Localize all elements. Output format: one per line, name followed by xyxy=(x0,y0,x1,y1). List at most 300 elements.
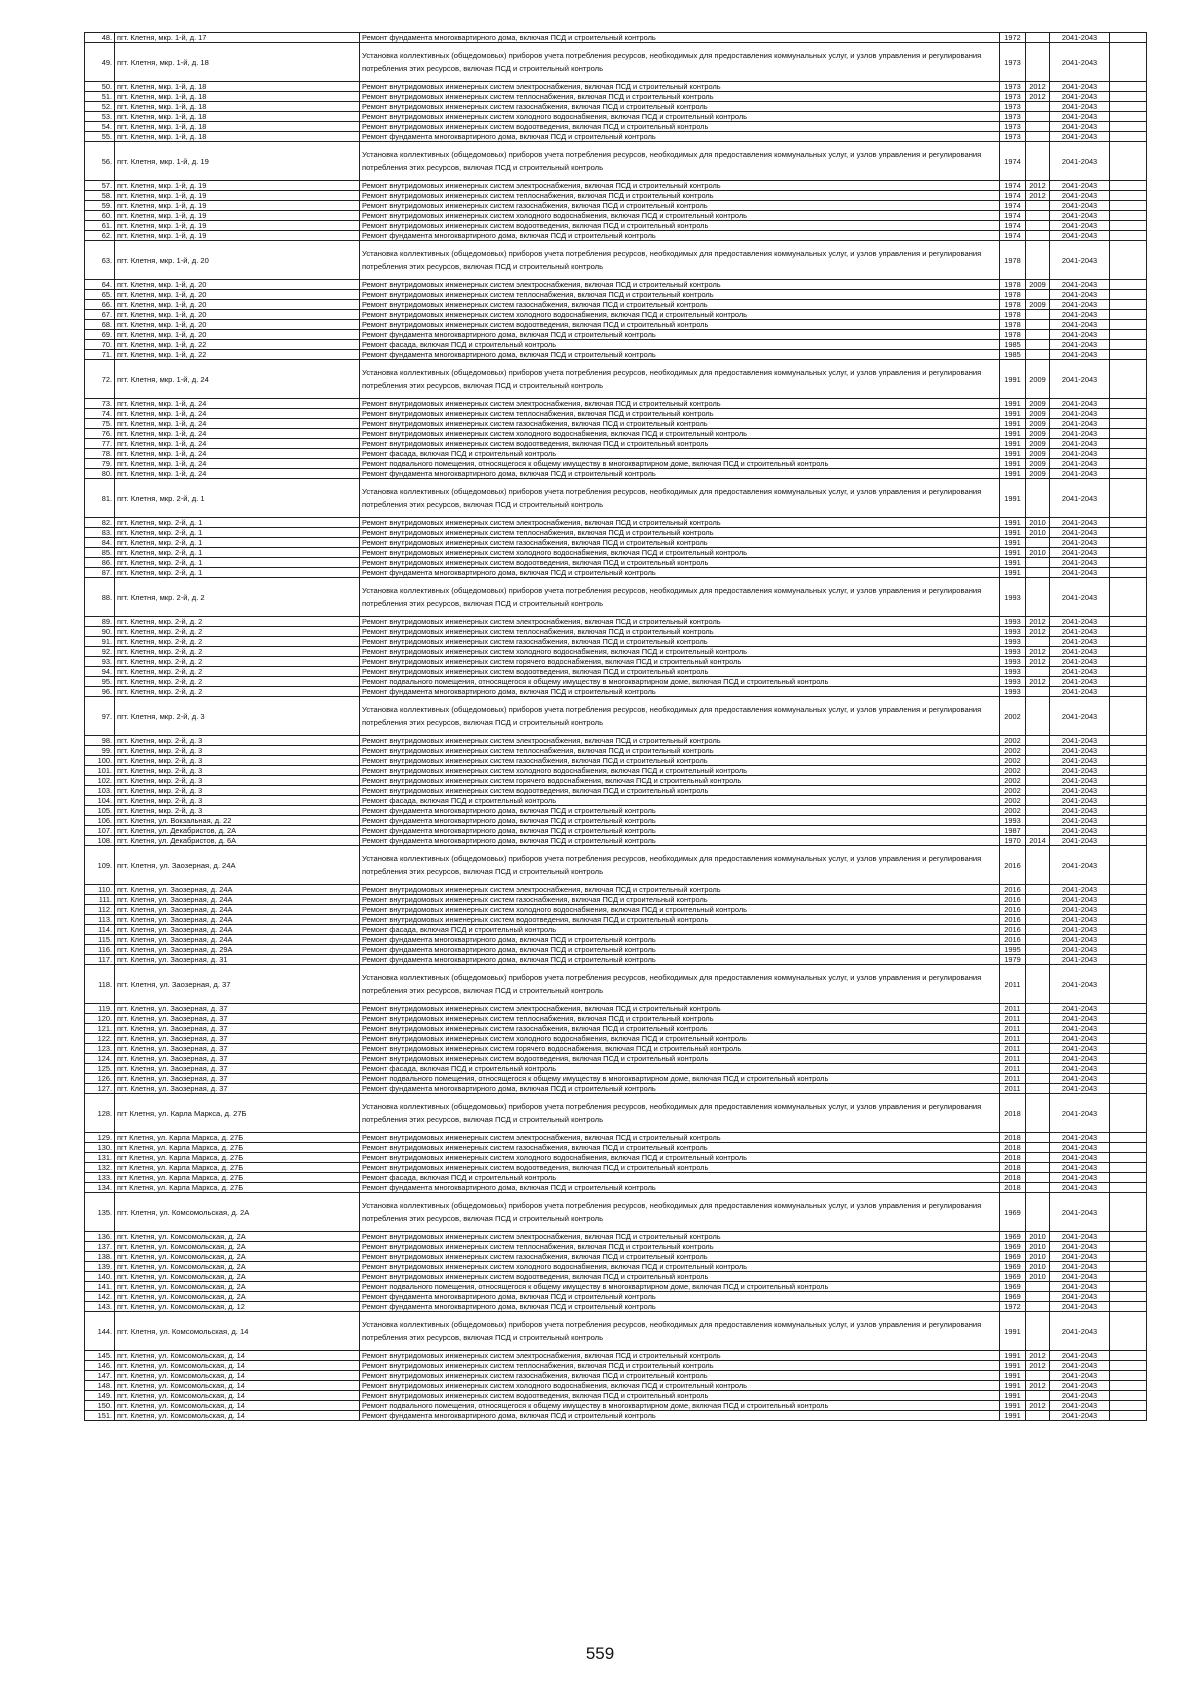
row-number: 92. xyxy=(85,647,115,657)
last-repair-year-cell xyxy=(1026,479,1050,518)
extra-cell xyxy=(1110,627,1147,637)
last-repair-year-cell xyxy=(1026,290,1050,300)
row-number: 86. xyxy=(85,558,115,568)
extra-cell xyxy=(1110,1094,1147,1133)
last-repair-year-cell xyxy=(1026,945,1050,955)
address-cell: пгт Клетня, ул. Карла Маркса, д. 27Б xyxy=(115,1143,360,1153)
work-type-cell: Ремонт внутридомовых инженерных систем газоснабжения, включая ПСД и строительный контроль xyxy=(360,102,1000,112)
row-number: 50. xyxy=(85,82,115,92)
extra-cell xyxy=(1110,1004,1147,1014)
extra-cell xyxy=(1110,538,1147,548)
year-built-cell: 1993 xyxy=(1000,578,1026,617)
row-number: 77. xyxy=(85,439,115,449)
row-number: 82. xyxy=(85,518,115,528)
extra-cell xyxy=(1110,469,1147,479)
extra-cell xyxy=(1110,310,1147,320)
row-number: 87. xyxy=(85,568,115,578)
last-repair-year-cell: 2014 xyxy=(1026,836,1050,846)
period-cell: 2041-2043 xyxy=(1050,1292,1110,1302)
period-cell: 2041-2043 xyxy=(1050,836,1110,846)
address-cell: пгт. Клетня, мкр. 1-й, д. 20 xyxy=(115,320,360,330)
extra-cell xyxy=(1110,1024,1147,1034)
table-row xyxy=(85,122,1147,132)
year-built-cell: 1995 xyxy=(1000,945,1026,955)
year-built-cell: 1991 xyxy=(1000,518,1026,528)
year-built-cell: 2011 xyxy=(1000,1034,1026,1044)
period-cell: 2041-2043 xyxy=(1050,776,1110,786)
period-cell: 2041-2043 xyxy=(1050,945,1110,955)
row-number: 90. xyxy=(85,627,115,637)
extra-cell xyxy=(1110,965,1147,1004)
table-row xyxy=(85,1044,1147,1054)
extra-cell xyxy=(1110,43,1147,82)
period-cell: 2041-2043 xyxy=(1050,905,1110,915)
year-built-cell: 1993 xyxy=(1000,816,1026,826)
year-built-cell: 2002 xyxy=(1000,766,1026,776)
year-built-cell: 1991 xyxy=(1000,568,1026,578)
address-cell: пгт. Клетня, ул. Комсомольская, д. 2А xyxy=(115,1292,360,1302)
row-number: 140. xyxy=(85,1272,115,1282)
work-type-cell: Ремонт фундамента многоквартирного дома, включая ПСД и строительный контроль xyxy=(360,568,1000,578)
year-built-cell: 1991 xyxy=(1000,538,1026,548)
address-cell: пгт. Клетня, ул. Заозерная, д. 37 xyxy=(115,1084,360,1094)
work-type-cell: Ремонт внутридомовых инженерных систем водоотведения, включая ПСД и строительный контроль xyxy=(360,558,1000,568)
address-cell: пгт. Клетня, ул. Комсомольская, д. 14 xyxy=(115,1371,360,1381)
period-cell: 2041-2043 xyxy=(1050,1054,1110,1064)
last-repair-year-cell: 2009 xyxy=(1026,419,1050,429)
table-row xyxy=(85,310,1147,320)
work-type-cell: Установка коллективных (общедомовых) приборов учета потребления ресурсов, необходимых для предоставления коммунальных услуг, и узлов управления и регулирования потребления этих ресурсов, включая ПСД и строительный контроль xyxy=(360,1193,1000,1232)
work-type-cell: Ремонт внутридомовых инженерных систем электроснабжения, включая ПСД и строительный контроль xyxy=(360,617,1000,627)
work-type-cell: Ремонт внутридомовых инженерных систем горячего водоснабжения, включая ПСД и строительный контроль xyxy=(360,1044,1000,1054)
extra-cell xyxy=(1110,181,1147,191)
row-number: 49. xyxy=(85,43,115,82)
last-repair-year-cell xyxy=(1026,241,1050,280)
table-row xyxy=(85,885,1147,895)
year-built-cell: 1991 xyxy=(1000,1381,1026,1391)
year-built-cell: 2002 xyxy=(1000,697,1026,736)
row-number: 89. xyxy=(85,617,115,627)
last-repair-year-cell: 2010 xyxy=(1026,1242,1050,1252)
extra-cell xyxy=(1110,915,1147,925)
work-type-cell: Ремонт внутридомовых инженерных систем теплоснабжения, включая ПСД и строительный контроль xyxy=(360,746,1000,756)
period-cell: 2041-2043 xyxy=(1050,1074,1110,1084)
row-number: 112. xyxy=(85,905,115,915)
work-type-cell: Ремонт внутридомовых инженерных систем водоотведения, включая ПСД и строительный контроль xyxy=(360,667,1000,677)
period-cell: 2041-2043 xyxy=(1050,1252,1110,1262)
year-built-cell: 2018 xyxy=(1000,1183,1026,1193)
address-cell: пгт. Клетня, ул. Заозерная, д. 37 xyxy=(115,1024,360,1034)
work-type-cell: Ремонт внутридомовых инженерных систем водоотведения, включая ПСД и строительный контроль xyxy=(360,221,1000,231)
table-row xyxy=(85,320,1147,330)
work-type-cell: Ремонт внутридомовых инженерных систем газоснабжения, включая ПСД и строительный контроль xyxy=(360,1024,1000,1034)
year-built-cell: 2002 xyxy=(1000,736,1026,746)
last-repair-year-cell xyxy=(1026,756,1050,766)
row-number: 127. xyxy=(85,1084,115,1094)
table-row xyxy=(85,469,1147,479)
table-row xyxy=(85,677,1147,687)
extra-cell xyxy=(1110,945,1147,955)
last-repair-year-cell xyxy=(1026,1133,1050,1143)
work-type-cell: Ремонт фасада, включая ПСД и строительный контроль xyxy=(360,925,1000,935)
address-cell: пгт. Клетня, мкр. 2-й, д. 2 xyxy=(115,627,360,637)
table-row xyxy=(85,1252,1147,1262)
work-type-cell: Ремонт внутридомовых инженерных систем теплоснабжения, включая ПСД и строительный контроль xyxy=(360,528,1000,538)
work-type-cell: Установка коллективных (общедомовых) приборов учета потребления ресурсов, необходимых для предоставления коммунальных услуг, и узлов управления и регулирования потребления этих ресурсов, включая ПСД и строительный контроль xyxy=(360,241,1000,280)
work-type-cell: Ремонт фундамента многоквартирного дома, включая ПСД и строительный контроль xyxy=(360,330,1000,340)
last-repair-year-cell: 2010 xyxy=(1026,1252,1050,1262)
last-repair-year-cell xyxy=(1026,1044,1050,1054)
last-repair-year-cell xyxy=(1026,667,1050,677)
address-cell: пгт. Клетня, ул. Комсомольская, д. 2А xyxy=(115,1262,360,1272)
period-cell: 2041-2043 xyxy=(1050,766,1110,776)
last-repair-year-cell xyxy=(1026,1302,1050,1312)
year-built-cell: 1978 xyxy=(1000,330,1026,340)
table-row xyxy=(85,697,1147,736)
table-row xyxy=(85,1242,1147,1252)
table-row xyxy=(85,806,1147,816)
work-type-cell: Ремонт фундамента многоквартирного дома, включая ПСД и строительный контроль xyxy=(360,33,1000,43)
last-repair-year-cell xyxy=(1026,132,1050,142)
address-cell: пгт. Клетня, ул. Заозерная, д. 24А xyxy=(115,925,360,935)
work-type-cell: Ремонт фундамента многоквартирного дома, включая ПСД и строительный контроль xyxy=(360,132,1000,142)
extra-cell xyxy=(1110,1054,1147,1064)
table-row xyxy=(85,92,1147,102)
work-type-cell: Ремонт внутридомовых инженерных систем теплоснабжения, включая ПСД и строительный контроль xyxy=(360,1361,1000,1371)
last-repair-year-cell: 2009 xyxy=(1026,300,1050,310)
table-row xyxy=(85,429,1147,439)
year-built-cell: 1991 xyxy=(1000,1401,1026,1411)
last-repair-year-cell: 2010 xyxy=(1026,518,1050,528)
table-row xyxy=(85,1193,1147,1232)
row-number: 151. xyxy=(85,1411,115,1421)
extra-cell xyxy=(1110,122,1147,132)
period-cell: 2041-2043 xyxy=(1050,1302,1110,1312)
work-type-cell: Ремонт внутридомовых инженерных систем теплоснабжения, включая ПСД и строительный контроль xyxy=(360,409,1000,419)
extra-cell xyxy=(1110,280,1147,290)
period-cell: 2041-2043 xyxy=(1050,558,1110,568)
year-built-cell: 2018 xyxy=(1000,1094,1026,1133)
address-cell: пгт. Клетня, мкр. 2-й, д. 3 xyxy=(115,736,360,746)
last-repair-year-cell xyxy=(1026,816,1050,826)
row-number: 67. xyxy=(85,310,115,320)
year-built-cell: 1974 xyxy=(1000,142,1026,181)
row-number: 91. xyxy=(85,637,115,647)
work-type-cell: Ремонт внутридомовых инженерных систем холодного водоснабжения, включая ПСД и строительный контроль xyxy=(360,1034,1000,1044)
row-number: 138. xyxy=(85,1252,115,1262)
table-row xyxy=(85,1014,1147,1024)
extra-cell xyxy=(1110,142,1147,181)
extra-cell xyxy=(1110,736,1147,746)
year-built-cell: 1974 xyxy=(1000,221,1026,231)
year-built-cell: 1978 xyxy=(1000,300,1026,310)
work-type-cell: Ремонт внутридомовых инженерных систем электроснабжения, включая ПСД и строительный контроль xyxy=(360,885,1000,895)
table-row xyxy=(85,419,1147,429)
address-cell: пгт. Клетня, ул. Заозерная, д. 24А xyxy=(115,915,360,925)
extra-cell xyxy=(1110,449,1147,459)
table-row xyxy=(85,1183,1147,1193)
row-number: 143. xyxy=(85,1302,115,1312)
row-number: 81. xyxy=(85,479,115,518)
row-number: 104. xyxy=(85,796,115,806)
work-type-cell: Ремонт подвального помещения, относящегося к общему имуществу в многоквартирном доме, включая ПСД и строительный контроль xyxy=(360,459,1000,469)
table-row xyxy=(85,201,1147,211)
table-row xyxy=(85,548,1147,558)
address-cell: пгт Клетня, ул. Карла Маркса, д. 27Б xyxy=(115,1153,360,1163)
address-cell: пгт. Клетня, ул. Заозерная, д. 24А xyxy=(115,846,360,885)
year-built-cell: 2011 xyxy=(1000,1054,1026,1064)
extra-cell xyxy=(1110,766,1147,776)
year-built-cell: 1974 xyxy=(1000,191,1026,201)
work-type-cell: Ремонт внутридомовых инженерных систем водоотведения, включая ПСД и строительный контроль xyxy=(360,1272,1000,1282)
table-row xyxy=(85,1411,1147,1421)
year-built-cell: 2002 xyxy=(1000,776,1026,786)
year-built-cell: 1991 xyxy=(1000,1411,1026,1421)
period-cell: 2041-2043 xyxy=(1050,1014,1110,1024)
year-built-cell: 1991 xyxy=(1000,1312,1026,1351)
row-number: 99. xyxy=(85,746,115,756)
period-cell: 2041-2043 xyxy=(1050,479,1110,518)
last-repair-year-cell xyxy=(1026,905,1050,915)
year-built-cell: 2011 xyxy=(1000,1084,1026,1094)
table-row xyxy=(85,925,1147,935)
row-number: 145. xyxy=(85,1351,115,1361)
extra-cell xyxy=(1110,846,1147,885)
row-number: 65. xyxy=(85,290,115,300)
period-cell: 2041-2043 xyxy=(1050,627,1110,637)
extra-cell xyxy=(1110,518,1147,528)
last-repair-year-cell xyxy=(1026,1094,1050,1133)
extra-cell xyxy=(1110,1272,1147,1282)
row-number: 78. xyxy=(85,449,115,459)
last-repair-year-cell xyxy=(1026,1034,1050,1044)
extra-cell xyxy=(1110,33,1147,43)
table-row xyxy=(85,300,1147,310)
year-built-cell: 1991 xyxy=(1000,1391,1026,1401)
address-cell: пгт. Клетня, мкр. 1-й, д. 18 xyxy=(115,92,360,102)
address-cell: пгт. Клетня, ул. Комсомольская, д. 12 xyxy=(115,1302,360,1312)
address-cell: пгт. Клетня, мкр. 1-й, д. 18 xyxy=(115,102,360,112)
address-cell: пгт. Клетня, ул. Комсомольская, д. 2А xyxy=(115,1242,360,1252)
row-number: 124. xyxy=(85,1054,115,1064)
extra-cell xyxy=(1110,647,1147,657)
row-number: 57. xyxy=(85,181,115,191)
table-row xyxy=(85,637,1147,647)
work-type-cell: Установка коллективных (общедомовых) приборов учета потребления ресурсов, необходимых для предоставления коммунальных услуг, и узлов управления и регулирования потребления этих ресурсов, включая ПСД и строительный контроль xyxy=(360,142,1000,181)
table-row xyxy=(85,528,1147,538)
table-row xyxy=(85,826,1147,836)
address-cell: пгт. Клетня, мкр. 1-й, д. 20 xyxy=(115,330,360,340)
last-repair-year-cell: 2010 xyxy=(1026,528,1050,538)
row-number: 75. xyxy=(85,419,115,429)
address-cell: пгт. Клетня, мкр. 2-й, д. 2 xyxy=(115,657,360,667)
last-repair-year-cell xyxy=(1026,1054,1050,1064)
address-cell: пгт. Клетня, мкр. 2-й, д. 3 xyxy=(115,756,360,766)
row-number: 125. xyxy=(85,1064,115,1074)
last-repair-year-cell xyxy=(1026,637,1050,647)
work-type-cell: Ремонт внутридомовых инженерных систем электроснабжения, включая ПСД и строительный контроль xyxy=(360,736,1000,746)
year-built-cell: 1991 xyxy=(1000,548,1026,558)
work-type-cell: Ремонт фасада, включая ПСД и строительный контроль xyxy=(360,340,1000,350)
row-number: 131. xyxy=(85,1153,115,1163)
work-type-cell: Установка коллективных (общедомовых) приборов учета потребления ресурсов, необходимых для предоставления коммунальных услуг, и узлов управления и регулирования потребления этих ресурсов, включая ПСД и строительный контроль xyxy=(360,965,1000,1004)
year-built-cell: 1973 xyxy=(1000,92,1026,102)
last-repair-year-cell: 2009 xyxy=(1026,429,1050,439)
work-type-cell: Ремонт внутридомовых инженерных систем холодного водоснабжения, включая ПСД и строительный контроль xyxy=(360,1153,1000,1163)
row-number: 53. xyxy=(85,112,115,122)
address-cell: пгт. Клетня, ул. Комсомольская, д. 14 xyxy=(115,1381,360,1391)
table-row xyxy=(85,449,1147,459)
period-cell: 2041-2043 xyxy=(1050,469,1110,479)
period-cell: 2041-2043 xyxy=(1050,419,1110,429)
table-row xyxy=(85,1173,1147,1183)
work-type-cell: Ремонт внутридомовых инженерных систем водоотведения, включая ПСД и строительный контроль xyxy=(360,122,1000,132)
work-type-cell: Ремонт внутридомовых инженерных систем холодного водоснабжения, включая ПСД и строительный контроль xyxy=(360,548,1000,558)
year-built-cell: 1993 xyxy=(1000,687,1026,697)
table-row xyxy=(85,568,1147,578)
work-type-cell: Ремонт фасада, включая ПСД и строительный контроль xyxy=(360,796,1000,806)
extra-cell xyxy=(1110,102,1147,112)
period-cell: 2041-2043 xyxy=(1050,459,1110,469)
address-cell: пгт. Клетня, ул. Комсомольская, д. 2А xyxy=(115,1193,360,1232)
last-repair-year-cell xyxy=(1026,1193,1050,1232)
row-number: 144. xyxy=(85,1312,115,1351)
address-cell: пгт. Клетня, мкр. 2-й, д. 2 xyxy=(115,677,360,687)
extra-cell xyxy=(1110,1252,1147,1262)
address-cell: пгт. Клетня, ул. Заозерная, д. 37 xyxy=(115,965,360,1004)
row-number: 102. xyxy=(85,776,115,786)
last-repair-year-cell xyxy=(1026,1143,1050,1153)
address-cell: пгт. Клетня, мкр. 1-й, д. 20 xyxy=(115,280,360,290)
period-cell: 2041-2043 xyxy=(1050,895,1110,905)
address-cell: пгт. Клетня, мкр. 1-й, д. 19 xyxy=(115,221,360,231)
period-cell: 2041-2043 xyxy=(1050,1312,1110,1351)
work-type-cell: Ремонт внутридомовых инженерных систем газоснабжения, включая ПСД и строительный контроль xyxy=(360,300,1000,310)
extra-cell xyxy=(1110,816,1147,826)
extra-cell xyxy=(1110,320,1147,330)
last-repair-year-cell xyxy=(1026,1024,1050,1034)
extra-cell xyxy=(1110,330,1147,340)
row-number: 119. xyxy=(85,1004,115,1014)
work-type-cell: Установка коллективных (общедомовых) приборов учета потребления ресурсов, необходимых для предоставления коммунальных услуг, и узлов управления и регулирования потребления этих ресурсов, включая ПСД и строительный контроль xyxy=(360,43,1000,82)
last-repair-year-cell: 2009 xyxy=(1026,409,1050,419)
work-type-cell: Установка коллективных (общедомовых) приборов учета потребления ресурсов, необходимых для предоставления коммунальных услуг, и узлов управления и регулирования потребления этих ресурсов, включая ПСД и строительный контроль xyxy=(360,1312,1000,1351)
work-type-cell: Ремонт внутридомовых инженерных систем водоотведения, включая ПСД и строительный контроль xyxy=(360,1054,1000,1064)
last-repair-year-cell xyxy=(1026,578,1050,617)
work-type-cell: Ремонт фундамента многоквартирного дома, включая ПСД и строительный контроль xyxy=(360,935,1000,945)
period-cell: 2041-2043 xyxy=(1050,429,1110,439)
table-row xyxy=(85,1133,1147,1143)
address-cell: пгт. Клетня, ул. Комсомольская, д. 14 xyxy=(115,1391,360,1401)
last-repair-year-cell xyxy=(1026,806,1050,816)
year-built-cell: 1993 xyxy=(1000,617,1026,627)
work-type-cell: Ремонт внутридомовых инженерных систем электроснабжения, включая ПСД и строительный контроль xyxy=(360,82,1000,92)
table-row xyxy=(85,399,1147,409)
extra-cell xyxy=(1110,667,1147,677)
extra-cell xyxy=(1110,1282,1147,1292)
work-type-cell: Ремонт внутридомовых инженерных систем холодного водоснабжения, включая ПСД и строительный контроль xyxy=(360,310,1000,320)
row-number: 72. xyxy=(85,360,115,399)
work-type-cell: Ремонт фундамента многоквартирного дома, включая ПСД и строительный контроль xyxy=(360,687,1000,697)
work-type-cell: Ремонт внутридомовых инженерных систем электроснабжения, включая ПСД и строительный контроль xyxy=(360,1004,1000,1014)
period-cell: 2041-2043 xyxy=(1050,677,1110,687)
table-row xyxy=(85,1084,1147,1094)
table-row xyxy=(85,221,1147,231)
address-cell: пгт. Клетня, мкр. 2-й, д. 1 xyxy=(115,479,360,518)
period-cell: 2041-2043 xyxy=(1050,1034,1110,1044)
year-built-cell: 1991 xyxy=(1000,1371,1026,1381)
work-type-cell: Ремонт внутридомовых инженерных систем газоснабжения, включая ПСД и строительный контроль xyxy=(360,895,1000,905)
address-cell: пгт. Клетня, мкр. 2-й, д. 3 xyxy=(115,796,360,806)
last-repair-year-cell xyxy=(1026,1183,1050,1193)
extra-cell xyxy=(1110,1163,1147,1173)
period-cell: 2041-2043 xyxy=(1050,399,1110,409)
last-repair-year-cell: 2010 xyxy=(1026,548,1050,558)
last-repair-year-cell: 2012 xyxy=(1026,92,1050,102)
period-cell: 2041-2043 xyxy=(1050,1371,1110,1381)
last-repair-year-cell xyxy=(1026,746,1050,756)
work-type-cell: Ремонт внутридомовых инженерных систем холодного водоснабжения, включая ПСД и строительный контроль xyxy=(360,1262,1000,1272)
table-row xyxy=(85,955,1147,965)
year-built-cell: 1974 xyxy=(1000,211,1026,221)
year-built-cell: 1978 xyxy=(1000,290,1026,300)
last-repair-year-cell xyxy=(1026,955,1050,965)
address-cell: пгт. Клетня, мкр. 2-й, д. 3 xyxy=(115,766,360,776)
last-repair-year-cell xyxy=(1026,1074,1050,1084)
address-cell: пгт. Клетня, ул. Заозерная, д. 37 xyxy=(115,1074,360,1084)
extra-cell xyxy=(1110,1411,1147,1421)
work-type-cell: Ремонт подвального помещения, относящегося к общему имуществу в многоквартирном доме, включая ПСД и строительный контроль xyxy=(360,677,1000,687)
work-type-cell: Ремонт внутридомовых инженерных систем электроснабжения, включая ПСД и строительный контроль xyxy=(360,1232,1000,1242)
address-cell: пгт. Клетня, мкр. 1-й, д. 22 xyxy=(115,350,360,360)
row-number: 117. xyxy=(85,955,115,965)
address-cell: пгт. Клетня, ул. Вокзальная, д. 22 xyxy=(115,816,360,826)
row-number: 59. xyxy=(85,201,115,211)
row-number: 129. xyxy=(85,1133,115,1143)
address-cell: пгт. Клетня, ул. Комсомольская, д. 14 xyxy=(115,1351,360,1361)
extra-cell xyxy=(1110,885,1147,895)
address-cell: пгт. Клетня, мкр. 2-й, д. 1 xyxy=(115,568,360,578)
period-cell: 2041-2043 xyxy=(1050,1094,1110,1133)
period-cell: 2041-2043 xyxy=(1050,1242,1110,1252)
extra-cell xyxy=(1110,132,1147,142)
period-cell: 2041-2043 xyxy=(1050,528,1110,538)
work-type-cell: Ремонт фундамента многоквартирного дома, включая ПСД и строительный контроль xyxy=(360,945,1000,955)
last-repair-year-cell xyxy=(1026,786,1050,796)
work-type-cell: Ремонт внутридомовых инженерных систем электроснабжения, включая ПСД и строительный контроль xyxy=(360,399,1000,409)
period-cell: 2041-2043 xyxy=(1050,33,1110,43)
year-built-cell: 1993 xyxy=(1000,657,1026,667)
last-repair-year-cell xyxy=(1026,1282,1050,1292)
period-cell: 2041-2043 xyxy=(1050,617,1110,627)
row-number: 141. xyxy=(85,1282,115,1292)
last-repair-year-cell: 2012 xyxy=(1026,617,1050,627)
extra-cell xyxy=(1110,1401,1147,1411)
extra-cell xyxy=(1110,568,1147,578)
extra-cell xyxy=(1110,92,1147,102)
last-repair-year-cell xyxy=(1026,330,1050,340)
table-row xyxy=(85,43,1147,82)
last-repair-year-cell: 2012 xyxy=(1026,181,1050,191)
row-number: 107. xyxy=(85,826,115,836)
row-number: 95. xyxy=(85,677,115,687)
work-type-cell: Ремонт внутридомовых инженерных систем теплоснабжения, включая ПСД и строительный контроль xyxy=(360,290,1000,300)
period-cell: 2041-2043 xyxy=(1050,439,1110,449)
work-type-cell: Ремонт внутридомовых инженерных систем горячего водоснабжения, включая ПСД и строительный контроль xyxy=(360,776,1000,786)
table-row xyxy=(85,1034,1147,1044)
work-type-cell: Ремонт внутридомовых инженерных систем водоотведения, включая ПСД и строительный контроль xyxy=(360,1163,1000,1173)
year-built-cell: 1991 xyxy=(1000,479,1026,518)
